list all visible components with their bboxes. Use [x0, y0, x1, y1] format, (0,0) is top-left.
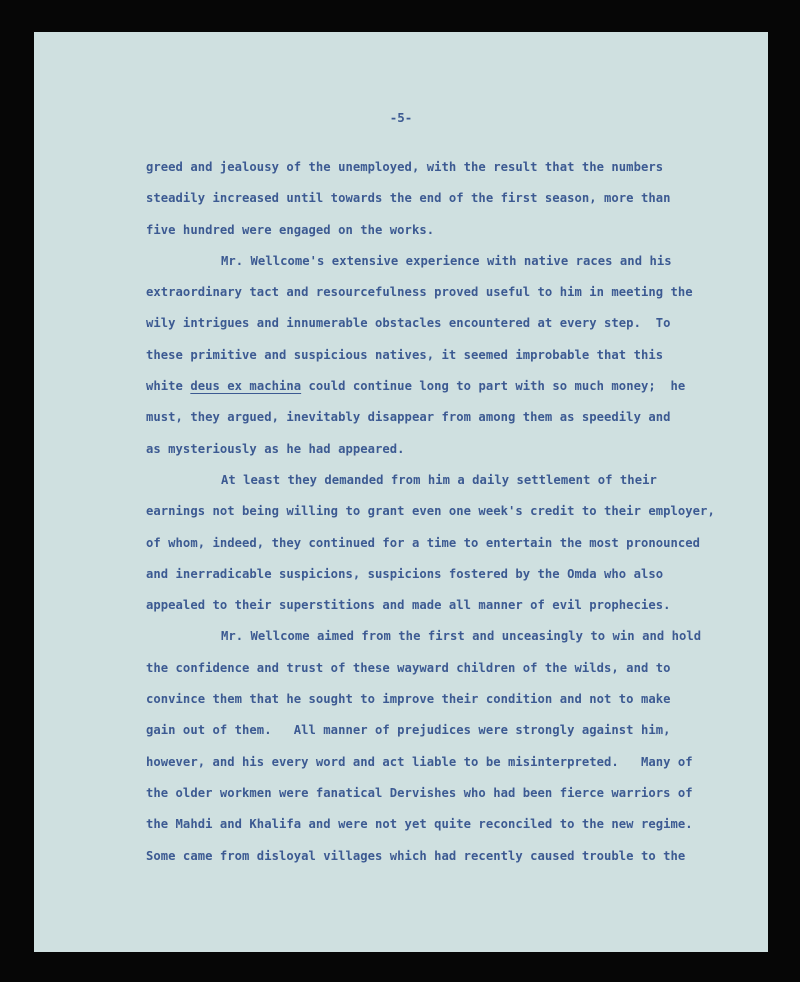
- text-line: [146, 371, 756, 402]
- text-line: extraordinary tact and resourcefulness proved useful to him in meeting the: [146, 285, 693, 300]
- underlined-phrase: deus ex machina: [190, 379, 302, 394]
- text-line: appealed to their superstitions and made all manner of evil prophecies.: [146, 598, 671, 613]
- text-line: gain out of them. All manner of prejudices were strongly against him,: [146, 723, 671, 738]
- text-line: greed and jealousy of the unemployed, with the result that the numbers: [146, 160, 664, 174]
- text-segment: white: [146, 379, 191, 394]
- text-line: five hundred were engaged on the works.: [146, 222, 435, 237]
- text-line: earnings not being willing to grant even one week's credit to their employer,: [146, 504, 715, 519]
- text-line: of whom, indeed, they continued for a time to entertain the most pronounced: [146, 535, 701, 550]
- text-line: must, they argued, inevitably disappear from among them as speedily and: [146, 410, 671, 425]
- text-line: as mysteriously as he had appeared.: [146, 441, 405, 456]
- paragraph-start-line: Mr. Wellcome aimed from the first and unceasingly to win and hold: [221, 629, 702, 644]
- page-number: -5-: [389, 110, 413, 125]
- text-line: and inerradicable suspicions, suspicions fostered by the Omda who also: [146, 566, 664, 581]
- text-line: wily intrigues and innumerable obstacles encountered at every step. To: [146, 316, 671, 331]
- text-line: however, and his every word and act liable to be misinterpreted. Many of: [146, 754, 693, 769]
- typewritten-page: [34, 32, 768, 952]
- text-line: the Mahdi and Khalifa and were not yet quite reconciled to the new regime.: [146, 817, 693, 832]
- paragraph-start-line: At least they demanded from him a daily settlement of their: [221, 472, 657, 487]
- text-line: convince them that he sought to improve their condition and not to make: [146, 692, 671, 707]
- text-line: steadily increased until towards the end of the first season, more than: [146, 191, 671, 206]
- text-line: the older workmen were fanatical Dervishes who had been fierce warriors of: [146, 785, 693, 800]
- text-line: these primitive and suspicious natives, it seemed improbable that this: [146, 347, 664, 362]
- text-segment: could continue long to part with so much money; he: [301, 379, 686, 394]
- text-line: the confidence and trust of these wayward children of the wilds, and to: [146, 660, 671, 675]
- text-line: Some came from disloyal villages which had recently caused trouble to the: [146, 848, 686, 863]
- page-body: [146, 152, 756, 872]
- paragraph-start-line: Mr. Wellcome's extensive experience with native races and his: [221, 253, 672, 268]
